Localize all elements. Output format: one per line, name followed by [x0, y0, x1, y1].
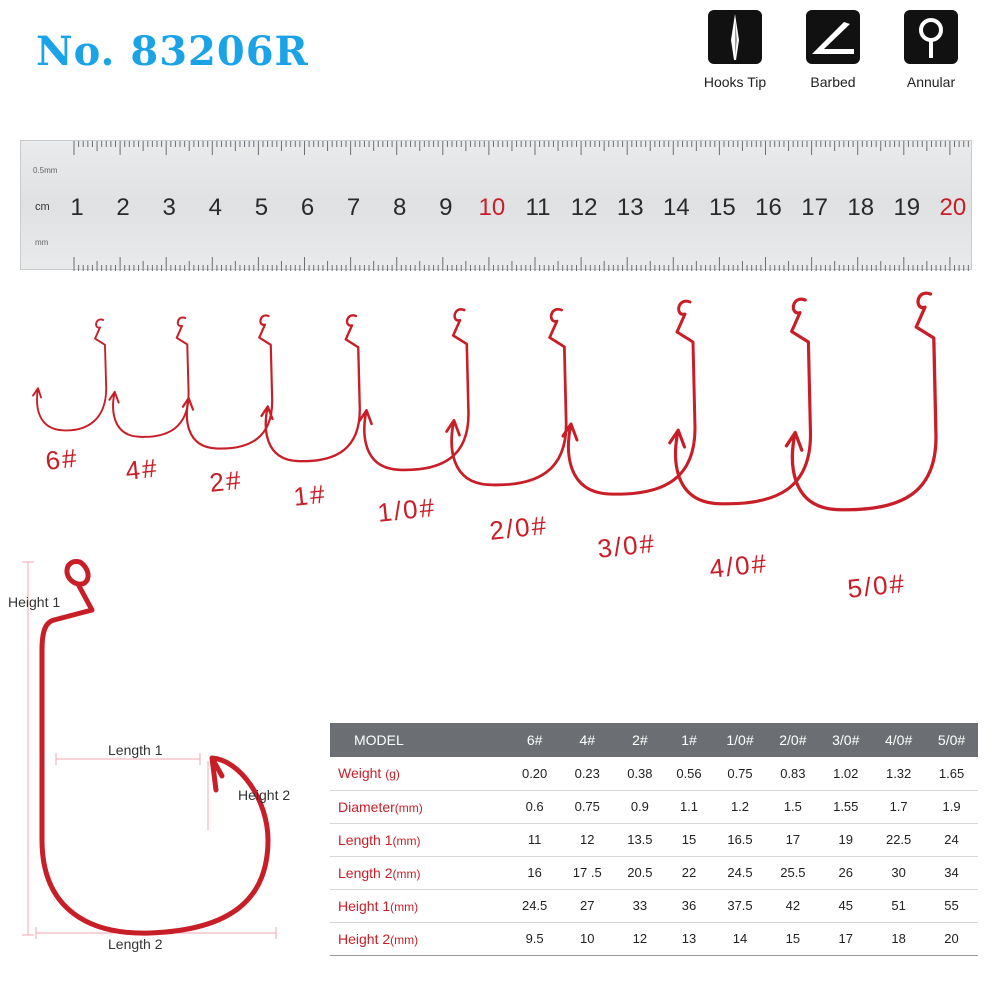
table-cell: 1.32	[872, 757, 925, 790]
table-cell: 1.02	[819, 757, 872, 790]
table-cell: 1.2	[714, 790, 767, 823]
annular-ring-icon	[904, 10, 958, 64]
feature-hooks-tip	[690, 10, 780, 90]
table-header-row	[330, 723, 978, 757]
table-cell: 20.5	[615, 856, 664, 889]
row-label-name: Length 1	[338, 831, 393, 848]
length2-label: Length 2	[108, 936, 163, 952]
table-header-size: 4#	[559, 723, 615, 757]
feature-annular	[886, 10, 976, 90]
ruler-number: 9	[439, 194, 453, 221]
table-cell: 0.56	[664, 757, 713, 790]
table-cell: 1.7	[872, 790, 925, 823]
table-cell: 51	[872, 889, 925, 922]
table-cell: 36	[664, 889, 713, 922]
row-label-unit: (mm)	[390, 899, 419, 914]
ruler-number: 4	[208, 194, 222, 221]
table-cell: 26	[819, 856, 872, 889]
height2-label: Height 2	[238, 787, 291, 803]
row-label	[330, 757, 510, 790]
ruler-number: 3	[162, 194, 176, 221]
feature-label: Barbed	[810, 74, 856, 90]
table-row	[330, 757, 978, 790]
row-label-unit: (mm)	[392, 833, 421, 848]
hook-6	[33, 319, 106, 430]
table-cell: 0.38	[615, 757, 664, 790]
row-label	[330, 889, 510, 922]
ruler-number: 7	[346, 194, 361, 221]
row-label-unit: (g)	[385, 767, 400, 782]
size-label: 4#	[124, 452, 160, 486]
ruler-number: 8	[393, 194, 407, 221]
table-cell: 17	[819, 922, 872, 955]
ruler-number: 12	[570, 194, 598, 221]
table-header-size: 2/0#	[766, 723, 819, 757]
hook-4	[109, 317, 188, 436]
ruler-number: 16	[755, 194, 782, 221]
size-label: 4/0#	[708, 547, 770, 584]
ruler-number: 13	[616, 194, 644, 221]
size-label: 3/0#	[596, 527, 658, 564]
table-cell: 11	[510, 823, 559, 856]
ruler-number: 20	[939, 194, 967, 221]
row-label	[330, 790, 510, 823]
table-cell: 30	[872, 856, 925, 889]
hook-tip-icon	[708, 10, 762, 64]
ruler-number: 11	[525, 194, 551, 221]
table-cell: 1.1	[664, 790, 713, 823]
size-label: 2#	[208, 464, 244, 498]
size-label: 6#	[44, 442, 80, 476]
size-label: 5/0#	[846, 567, 908, 604]
hook-2	[183, 315, 272, 448]
feature-label: Hooks Tip	[703, 74, 767, 90]
table-header-size: 6#	[510, 723, 559, 757]
table-cell: 12	[559, 823, 615, 856]
row-label-unit: (mm)	[390, 932, 419, 947]
spec-table	[330, 723, 978, 956]
table-header-size: 2#	[615, 723, 664, 757]
ruler-scale	[21, 141, 973, 271]
table-cell: 24	[925, 823, 978, 856]
hook-4-0	[670, 299, 811, 504]
table-header-size: 3/0#	[819, 723, 872, 757]
table-cell: 13.5	[615, 823, 664, 856]
ruler-number: 15	[709, 194, 736, 221]
table-cell: 16	[510, 856, 559, 889]
table-cell: 1.9	[925, 790, 978, 823]
ruler-number: 5	[254, 194, 269, 221]
size-label: 1/0#	[376, 491, 438, 528]
size-label: 1#	[292, 478, 328, 512]
table-cell: 27	[559, 889, 615, 922]
hook-dimension-diagram	[0, 540, 320, 1000]
table-row	[330, 922, 978, 955]
row-label-name: Weight	[338, 765, 386, 782]
table-cell: 45	[819, 889, 872, 922]
height1-label: Height 1	[8, 594, 61, 610]
ruler-number: 17	[801, 194, 828, 221]
table-cell: 0.6	[510, 790, 559, 823]
table-cell: 33	[615, 889, 664, 922]
hook-2-0	[447, 309, 567, 485]
table-row	[330, 889, 978, 922]
table-cell: 24.5	[510, 889, 559, 922]
ruler-number: 6	[300, 194, 315, 221]
table-cell: 25.5	[766, 856, 819, 889]
table-cell: 17 .5	[559, 856, 615, 889]
ruler-number: 14	[662, 194, 690, 221]
row-label-name: Height 1	[338, 897, 391, 914]
table-cell: 0.20	[510, 757, 559, 790]
product-title: No. 83206R	[36, 28, 309, 75]
ruler	[20, 140, 972, 270]
table-cell: 19	[819, 823, 872, 856]
table-cell: 24.5	[714, 856, 767, 889]
size-label: 2/0#	[488, 509, 550, 546]
row-label	[330, 856, 510, 889]
row-label-name: Length 2	[338, 864, 393, 881]
feature-label: Annular	[906, 74, 956, 90]
table-cell: 0.75	[559, 790, 615, 823]
row-label-name: Diameter	[338, 798, 395, 815]
table-header-size: 4/0#	[872, 723, 925, 757]
table-cell: 22	[664, 856, 713, 889]
table-cell: 34	[925, 856, 978, 889]
table-header-size: 1/0#	[714, 723, 767, 757]
table-cell: 0.83	[766, 757, 819, 790]
ruler-number: 19	[893, 194, 921, 221]
table-cell: 18	[872, 922, 925, 955]
ruler-number: 1	[70, 194, 84, 221]
table-cell: 20	[925, 922, 978, 955]
length1-label: Length 1	[108, 742, 163, 758]
table-header-model: MODEL	[330, 723, 510, 757]
row-label-name: Height 2	[338, 930, 391, 947]
table-header-size: 1#	[664, 723, 713, 757]
barbed-icon	[806, 10, 860, 64]
table-cell: 55	[925, 889, 978, 922]
table-cell: 10	[559, 922, 615, 955]
feature-barbed	[788, 10, 878, 90]
table-cell: 1.55	[819, 790, 872, 823]
table-cell: 15	[766, 922, 819, 955]
table-cell: 1.65	[925, 757, 978, 790]
row-label	[330, 922, 510, 955]
table-cell: 0.75	[714, 757, 767, 790]
table-cell: 0.23	[559, 757, 615, 790]
table-cell: 12	[615, 922, 664, 955]
ruler-number: 2	[116, 194, 130, 221]
ruler-number: 18	[847, 194, 875, 221]
table-row	[330, 790, 978, 823]
ruler-small-text: mm	[35, 238, 49, 247]
table-row	[330, 823, 978, 856]
table-row	[330, 856, 978, 889]
table-cell: 22.5	[872, 823, 925, 856]
table-cell: 16.5	[714, 823, 767, 856]
table-cell: 17	[766, 823, 819, 856]
table-cell: 42	[766, 889, 819, 922]
ruler-number: 10	[478, 194, 506, 221]
table-header-size: 5/0#	[925, 723, 978, 757]
ruler-unit-label: cm	[35, 201, 50, 213]
table-cell: 14	[714, 922, 767, 955]
row-label	[330, 823, 510, 856]
table-cell: 13	[664, 922, 713, 955]
table-cell: 9.5	[510, 922, 559, 955]
hook-1	[262, 315, 360, 461]
table-cell: 1.5	[766, 790, 819, 823]
ruler-small-text: 0.5mm	[33, 166, 58, 175]
table-cell: 0.9	[615, 790, 664, 823]
table-cell: 37.5	[714, 889, 767, 922]
row-label-unit: (mm)	[394, 800, 423, 815]
table-cell: 15	[664, 823, 713, 856]
row-label-unit: (mm)	[392, 866, 421, 881]
